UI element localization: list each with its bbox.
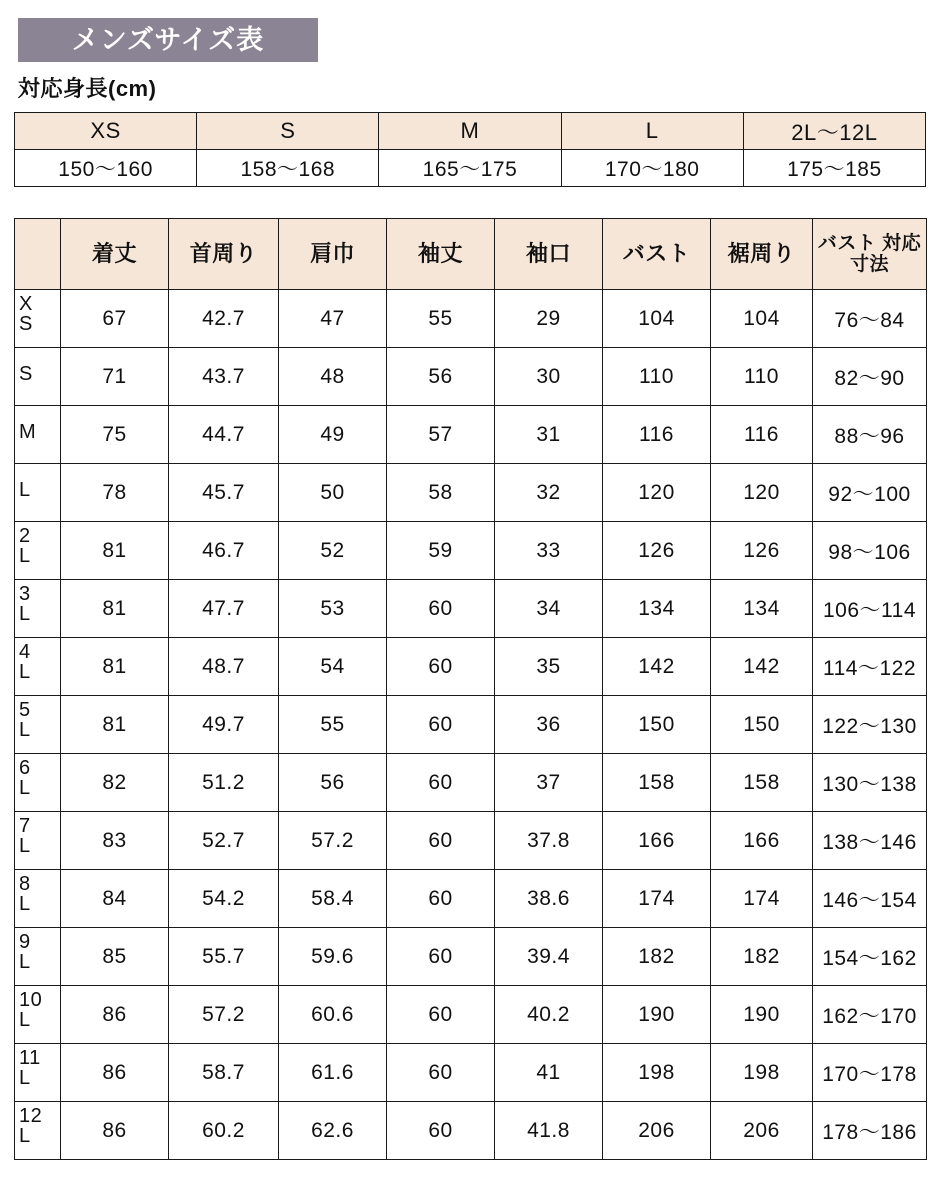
cell-cuff: 40.2 xyxy=(495,986,603,1044)
row-size-line: 8 xyxy=(19,873,31,895)
cell-shoulder: 56 xyxy=(279,754,387,812)
cell-shoulder: 52 xyxy=(279,522,387,580)
column-header-bust-fit-line2: 対応寸法 xyxy=(849,232,922,275)
cell-length: 81 xyxy=(61,638,169,696)
row-size-line: 3 xyxy=(19,583,31,605)
cell-cuff: 41.8 xyxy=(495,1102,603,1160)
cell-hem: 134 xyxy=(711,580,813,638)
height-header-cell: L xyxy=(561,113,743,150)
cell-shoulder: 54 xyxy=(279,638,387,696)
row-size-label xyxy=(15,754,61,812)
cell-bust: 174 xyxy=(603,870,711,928)
cell-hem: 198 xyxy=(711,1044,813,1102)
height-header-cell: XS xyxy=(15,113,197,150)
row-size-label xyxy=(15,696,61,754)
cell-bust-fit: 154〜162 xyxy=(813,928,927,986)
height-header-cell: S xyxy=(197,113,379,150)
cell-bust: 150 xyxy=(603,696,711,754)
cell-length: 78 xyxy=(61,464,169,522)
cell-cuff: 34 xyxy=(495,580,603,638)
column-header-length: 着丈 xyxy=(61,219,169,290)
cell-cuff: 39.4 xyxy=(495,928,603,986)
cell-neck: 57.2 xyxy=(169,986,279,1044)
cell-length: 81 xyxy=(61,696,169,754)
cell-neck: 51.2 xyxy=(169,754,279,812)
cell-sleeve-length: 60 xyxy=(387,1044,495,1102)
cell-hem: 190 xyxy=(711,986,813,1044)
column-header-shoulder: 肩巾 xyxy=(279,219,387,290)
cell-cuff: 38.6 xyxy=(495,870,603,928)
height-section-label: 対応身長(cm) xyxy=(18,76,157,101)
cell-shoulder: 57.2 xyxy=(279,812,387,870)
row-size-label xyxy=(15,406,61,464)
cell-neck: 58.7 xyxy=(169,1044,279,1102)
cell-shoulder: 59.6 xyxy=(279,928,387,986)
table-row xyxy=(15,986,927,1044)
cell-cuff: 37.8 xyxy=(495,812,603,870)
table-row xyxy=(15,870,927,928)
column-header-hem: 裾周り xyxy=(711,219,813,290)
row-size-label xyxy=(15,348,61,406)
row-size-line: 7 xyxy=(19,815,31,837)
row-size-line: S xyxy=(19,363,33,385)
cell-bust-fit: 114〜122 xyxy=(813,638,927,696)
cell-length: 81 xyxy=(61,580,169,638)
measurement-table-body xyxy=(15,290,927,1160)
row-size-line: 2 xyxy=(19,525,31,547)
cell-bust-fit: 130〜138 xyxy=(813,754,927,812)
row-size-line: 11 xyxy=(19,1047,41,1069)
row-size-line: L xyxy=(19,545,31,567)
page-title: メンズサイズ表 xyxy=(71,24,265,55)
row-size-line: X xyxy=(19,293,33,315)
cell-neck: 60.2 xyxy=(169,1102,279,1160)
cell-neck: 55.7 xyxy=(169,928,279,986)
cell-bust: 110 xyxy=(603,348,711,406)
cell-bust-fit: 122〜130 xyxy=(813,696,927,754)
cell-length: 75 xyxy=(61,406,169,464)
cell-bust-fit: 162〜170 xyxy=(813,986,927,1044)
row-size-line: L xyxy=(19,835,31,857)
cell-hem: 150 xyxy=(711,696,813,754)
cell-bust: 198 xyxy=(603,1044,711,1102)
row-size-line: L xyxy=(19,1009,31,1031)
row-size-label xyxy=(15,870,61,928)
height-table-header-row xyxy=(15,113,926,150)
height-header-cell: 2L〜12L xyxy=(743,113,925,150)
table-row xyxy=(15,696,927,754)
cell-bust-fit: 138〜146 xyxy=(813,812,927,870)
row-size-label xyxy=(15,986,61,1044)
table-row xyxy=(15,812,927,870)
row-size-label xyxy=(15,580,61,638)
cell-neck: 45.7 xyxy=(169,464,279,522)
cell-cuff: 32 xyxy=(495,464,603,522)
cell-bust: 116 xyxy=(603,406,711,464)
cell-cuff: 36 xyxy=(495,696,603,754)
row-size-line: L xyxy=(19,777,31,799)
cell-cuff: 33 xyxy=(495,522,603,580)
row-size-label xyxy=(15,1102,61,1160)
cell-bust: 206 xyxy=(603,1102,711,1160)
height-value-cell: 175〜185 xyxy=(743,150,925,187)
cell-sleeve-length: 57 xyxy=(387,406,495,464)
table-corner-cell xyxy=(15,219,61,290)
cell-bust: 142 xyxy=(603,638,711,696)
cell-sleeve-length: 60 xyxy=(387,986,495,1044)
cell-sleeve-length: 60 xyxy=(387,696,495,754)
cell-length: 71 xyxy=(61,348,169,406)
cell-sleeve-length: 60 xyxy=(387,870,495,928)
row-size-line: S xyxy=(19,313,33,335)
row-size-label xyxy=(15,522,61,580)
cell-shoulder: 50 xyxy=(279,464,387,522)
cell-cuff: 37 xyxy=(495,754,603,812)
cell-sleeve-length: 56 xyxy=(387,348,495,406)
table-row xyxy=(15,638,927,696)
row-size-line: L xyxy=(19,893,31,915)
table-row xyxy=(15,406,927,464)
cell-cuff: 29 xyxy=(495,290,603,348)
cell-hem: 104 xyxy=(711,290,813,348)
cell-bust-fit: 76〜84 xyxy=(813,290,927,348)
cell-bust: 182 xyxy=(603,928,711,986)
table-row xyxy=(15,290,927,348)
cell-sleeve-length: 55 xyxy=(387,290,495,348)
cell-shoulder: 49 xyxy=(279,406,387,464)
cell-hem: 116 xyxy=(711,406,813,464)
cell-shoulder: 58.4 xyxy=(279,870,387,928)
cell-hem: 120 xyxy=(711,464,813,522)
cell-sleeve-length: 60 xyxy=(387,638,495,696)
cell-length: 67 xyxy=(61,290,169,348)
cell-hem: 158 xyxy=(711,754,813,812)
column-header-bust-fit-line1: バスト xyxy=(817,232,877,254)
cell-bust-fit: 170〜178 xyxy=(813,1044,927,1102)
cell-hem: 182 xyxy=(711,928,813,986)
cell-length: 84 xyxy=(61,870,169,928)
row-size-line: L xyxy=(19,1067,31,1089)
row-size-line: 4 xyxy=(19,641,31,663)
column-header-sleeve-length: 袖丈 xyxy=(387,219,495,290)
cell-shoulder: 62.6 xyxy=(279,1102,387,1160)
cell-cuff: 41 xyxy=(495,1044,603,1102)
cell-bust-fit: 98〜106 xyxy=(813,522,927,580)
cell-bust-fit: 92〜100 xyxy=(813,464,927,522)
cell-length: 86 xyxy=(61,986,169,1044)
measurement-table xyxy=(14,218,927,1160)
cell-bust-fit: 82〜90 xyxy=(813,348,927,406)
row-size-label xyxy=(15,812,61,870)
cell-bust-fit: 88〜96 xyxy=(813,406,927,464)
row-size-label xyxy=(15,638,61,696)
row-size-line: 5 xyxy=(19,699,31,721)
cell-shoulder: 55 xyxy=(279,696,387,754)
cell-shoulder: 60.6 xyxy=(279,986,387,1044)
cell-bust-fit: 146〜154 xyxy=(813,870,927,928)
cell-hem: 142 xyxy=(711,638,813,696)
row-size-line: M xyxy=(19,421,37,443)
cell-neck: 44.7 xyxy=(169,406,279,464)
table-row xyxy=(15,928,927,986)
measurement-header-row xyxy=(15,219,927,290)
height-header-cell: M xyxy=(379,113,561,150)
row-size-line: 10 xyxy=(19,989,43,1011)
height-table xyxy=(14,112,926,187)
title-banner xyxy=(18,18,318,62)
cell-length: 86 xyxy=(61,1102,169,1160)
table-row xyxy=(15,1044,927,1102)
cell-cuff: 35 xyxy=(495,638,603,696)
cell-neck: 52.7 xyxy=(169,812,279,870)
row-size-line: L xyxy=(19,719,31,741)
row-size-line: L xyxy=(19,479,31,501)
cell-neck: 54.2 xyxy=(169,870,279,928)
row-size-line: L xyxy=(19,661,31,683)
table-row xyxy=(15,754,927,812)
cell-hem: 166 xyxy=(711,812,813,870)
cell-hem: 110 xyxy=(711,348,813,406)
cell-neck: 46.7 xyxy=(169,522,279,580)
cell-sleeve-length: 60 xyxy=(387,1102,495,1160)
column-header-bust: バスト xyxy=(603,219,711,290)
cell-sleeve-length: 59 xyxy=(387,522,495,580)
cell-length: 82 xyxy=(61,754,169,812)
row-size-line: 9 xyxy=(19,931,31,953)
row-size-label xyxy=(15,464,61,522)
cell-bust: 166 xyxy=(603,812,711,870)
cell-bust: 126 xyxy=(603,522,711,580)
cell-bust: 120 xyxy=(603,464,711,522)
cell-bust: 104 xyxy=(603,290,711,348)
cell-sleeve-length: 58 xyxy=(387,464,495,522)
row-size-line: 6 xyxy=(19,757,31,779)
row-size-line: L xyxy=(19,951,31,973)
table-row xyxy=(15,522,927,580)
row-size-label xyxy=(15,290,61,348)
row-size-label xyxy=(15,1044,61,1102)
cell-bust-fit: 178〜186 xyxy=(813,1102,927,1160)
cell-bust: 158 xyxy=(603,754,711,812)
cell-length: 81 xyxy=(61,522,169,580)
column-header-neck: 首周り xyxy=(169,219,279,290)
row-size-label xyxy=(15,928,61,986)
cell-neck: 42.7 xyxy=(169,290,279,348)
cell-sleeve-length: 60 xyxy=(387,812,495,870)
table-row xyxy=(15,1102,927,1160)
cell-sleeve-length: 60 xyxy=(387,580,495,638)
cell-hem: 174 xyxy=(711,870,813,928)
cell-sleeve-length: 60 xyxy=(387,928,495,986)
row-size-line: 12 xyxy=(19,1105,43,1127)
height-value-cell: 170〜180 xyxy=(561,150,743,187)
cell-bust-fit: 106〜114 xyxy=(813,580,927,638)
cell-length: 85 xyxy=(61,928,169,986)
cell-length: 86 xyxy=(61,1044,169,1102)
cell-length: 83 xyxy=(61,812,169,870)
cell-neck: 48.7 xyxy=(169,638,279,696)
cell-hem: 126 xyxy=(711,522,813,580)
cell-cuff: 31 xyxy=(495,406,603,464)
height-table-value-row xyxy=(15,150,926,187)
cell-sleeve-length: 60 xyxy=(387,754,495,812)
column-header-bust-fit xyxy=(813,219,927,290)
cell-bust: 190 xyxy=(603,986,711,1044)
table-row xyxy=(15,464,927,522)
cell-shoulder: 53 xyxy=(279,580,387,638)
table-row xyxy=(15,348,927,406)
row-size-line: L xyxy=(19,603,31,625)
cell-shoulder: 61.6 xyxy=(279,1044,387,1102)
height-value-cell: 165〜175 xyxy=(379,150,561,187)
cell-neck: 47.7 xyxy=(169,580,279,638)
height-value-cell: 150〜160 xyxy=(15,150,197,187)
cell-bust: 134 xyxy=(603,580,711,638)
cell-cuff: 30 xyxy=(495,348,603,406)
cell-neck: 43.7 xyxy=(169,348,279,406)
cell-hem: 206 xyxy=(711,1102,813,1160)
cell-shoulder: 47 xyxy=(279,290,387,348)
column-header-cuff: 袖口 xyxy=(495,219,603,290)
cell-shoulder: 48 xyxy=(279,348,387,406)
table-row xyxy=(15,580,927,638)
row-size-line: L xyxy=(19,1125,31,1147)
cell-neck: 49.7 xyxy=(169,696,279,754)
height-value-cell: 158〜168 xyxy=(197,150,379,187)
